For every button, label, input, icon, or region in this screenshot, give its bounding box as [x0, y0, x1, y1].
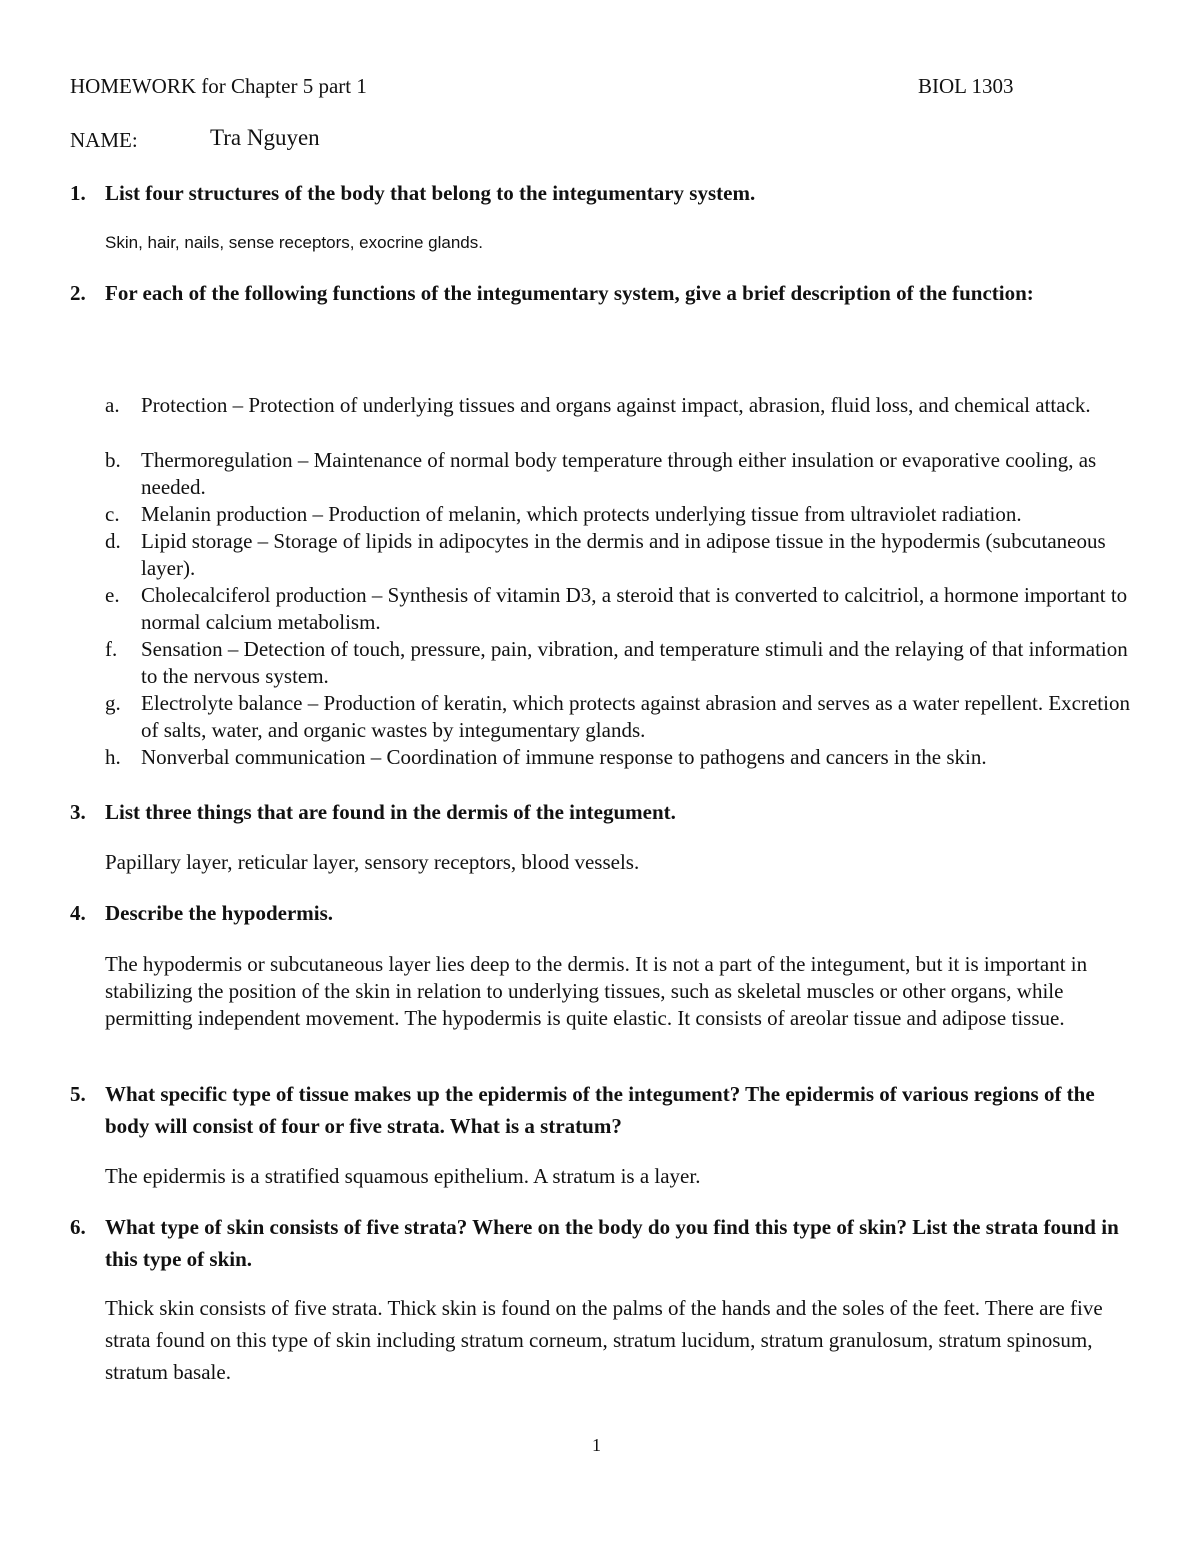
function-item-letter: g.	[105, 691, 121, 715]
student-name: Tra Nguyen	[210, 125, 320, 150]
question-3	[70, 796, 1130, 828]
answer-6: Thick skin consists of five strata. Thick skin is found on the palms of the hands and the soles of the feet. There are five strata found on this type of skin including stratum corneum, stratum lucidum, stratum granulosum, stratum spinosum, stratum basale.	[105, 1296, 1103, 1384]
question-5	[70, 1078, 1130, 1142]
function-item	[105, 582, 1141, 636]
function-item-letter: c.	[105, 502, 120, 526]
question-3-number: 3.	[70, 800, 86, 824]
function-item-letter: b.	[105, 448, 121, 472]
function-item-letter: e.	[105, 583, 120, 607]
name-label: NAME:	[70, 128, 138, 152]
course-code: BIOL 1303	[918, 74, 1014, 98]
question-2-number: 2.	[70, 281, 86, 305]
question-5-number: 5.	[70, 1082, 86, 1106]
document-title: HOMEWORK for Chapter 5 part 1	[70, 74, 367, 98]
function-item-text: Melanin production – Production of melanin, which protects underlying tissue from ultraviolet radiation.	[141, 502, 1022, 526]
question-4-text: Describe the hypodermis.	[105, 901, 334, 925]
function-item	[105, 447, 1141, 501]
function-item-text: Electrolyte balance – Production of keratin, which protects against abrasion and serves as a water repellent. Excretion of salts, water, and organic wastes by integumentary glands.	[141, 691, 1130, 742]
function-item-text: Protection – Protection of underlying tissues and organs against impact, abrasion, fluid loss, and chemical attack.	[141, 393, 1091, 417]
question-6-number: 6.	[70, 1215, 86, 1239]
question-4	[70, 897, 1130, 929]
function-item	[105, 528, 1141, 582]
function-item-text: Cholecalciferol production – Synthesis of vitamin D3, a steroid that is converted to calcitriol, a hormone important to normal calcium metabolism.	[141, 583, 1128, 634]
function-item	[105, 636, 1141, 690]
function-item	[105, 690, 1141, 744]
function-item	[105, 501, 1141, 528]
function-item-letter: d.	[105, 529, 121, 553]
function-item-letter: f.	[105, 637, 118, 661]
question-1-text: List four structures of the body that belong to the integumentary system.	[105, 181, 756, 205]
answer-5: The epidermis is a stratified squamous epithelium. A stratum is a layer.	[105, 1164, 701, 1188]
question-2	[70, 277, 1130, 309]
function-item-text: Nonverbal communication – Coordination of immune response to pathogens and cancers in the skin.	[141, 745, 987, 769]
function-item-text: Sensation – Detection of touch, pressure, pain, vibration, and temperature stimuli and the relaying of that information to the nervous system.	[141, 637, 1128, 688]
function-item	[105, 744, 1141, 771]
answer-4: The hypodermis or subcutaneous layer lies deep to the dermis. It is not a part of the integument, but it is important in stabilizing the position of the skin in relation to underlying tissues, such as skeletal muscles or other organs, while permitting independent movement. The hypodermis is quite elastic. It consists of areolar tissue and adipose tissue.	[105, 952, 1088, 1030]
question-1-number: 1.	[70, 181, 86, 205]
function-item-text: Thermoregulation – Maintenance of normal body temperature through either insulation or evaporative cooling, as needed.	[141, 448, 1097, 499]
function-item-text: Lipid storage – Storage of lipids in adipocytes in the dermis and in adipose tissue in the hypodermis (subcutaneous layer).	[141, 529, 1106, 580]
page-number: 1	[592, 1435, 601, 1455]
answer-1: Skin, hair, nails, sense receptors, exocrine glands.	[105, 233, 483, 252]
answer-3: Papillary layer, reticular layer, sensory receptors, blood vessels.	[105, 850, 640, 874]
function-item-letter: h.	[105, 745, 121, 769]
question-2-text: For each of the following functions of the integumentary system, give a brief description of the function:	[105, 281, 1034, 305]
question-3-text: List three things that are found in the dermis of the integument.	[105, 800, 676, 824]
function-item	[105, 392, 1141, 419]
question-6	[70, 1211, 1130, 1275]
question-1	[70, 177, 1130, 209]
question-6-text: What type of skin consists of five strata? Where on the body do you find this type of skin? List the strata found in this type of skin.	[105, 1215, 1119, 1271]
question-4-number: 4.	[70, 901, 86, 925]
question-5-text: What specific type of tissue makes up the epidermis of the integument? The epidermis of various regions of the body will consist of four or five strata. What is a stratum?	[105, 1082, 1095, 1138]
function-item-letter: a.	[105, 393, 120, 417]
